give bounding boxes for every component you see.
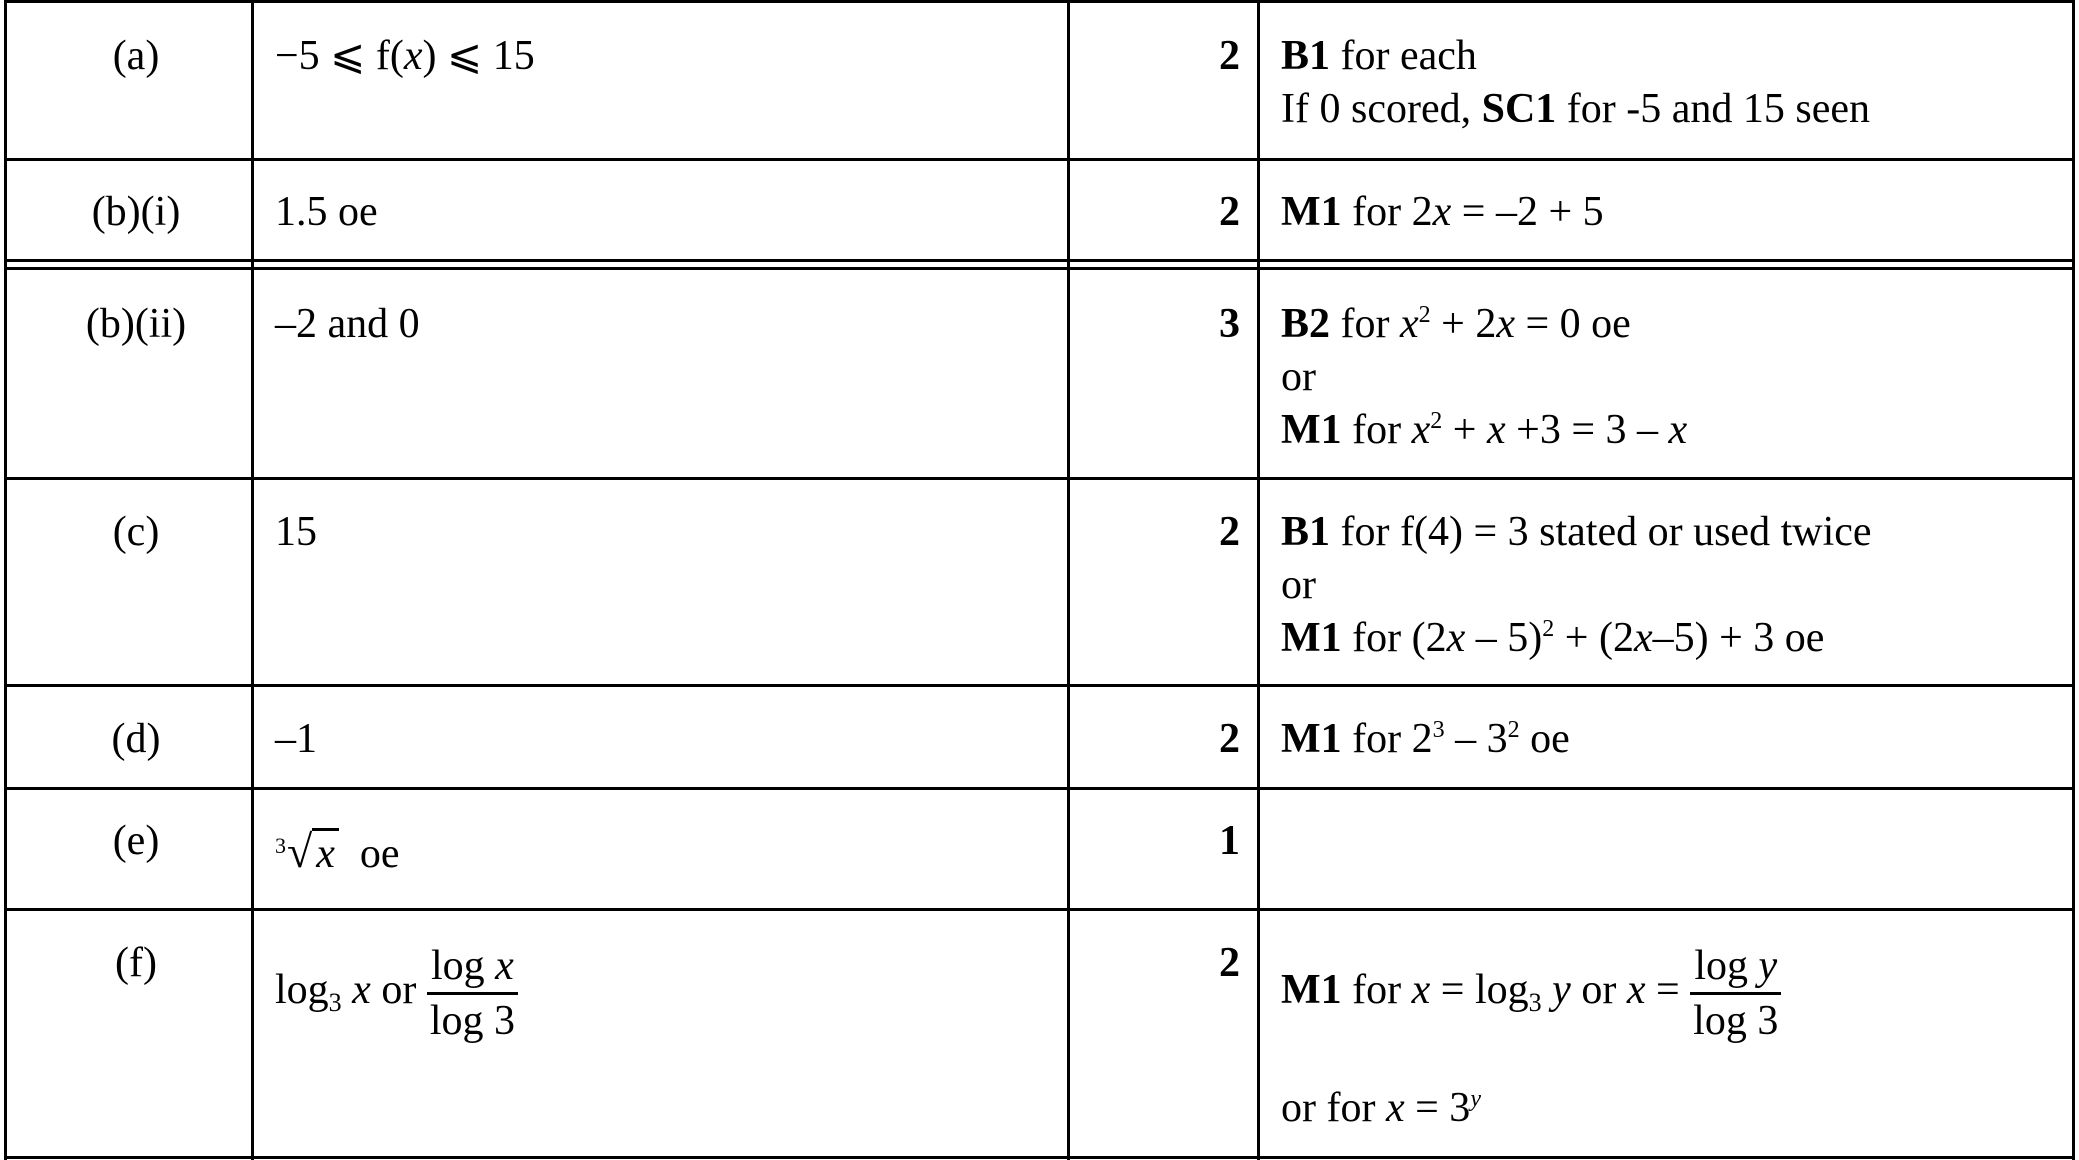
table-rule (4, 908, 2075, 911)
table-rule (4, 477, 2075, 480)
table-rule (1067, 0, 1070, 1160)
guidance-or: or (1281, 354, 1316, 400)
cube-root: 3 √x (275, 825, 339, 881)
mark-code: M1 (1281, 967, 1342, 1014)
table-rule (1257, 0, 1260, 1160)
guidance-text: for each (1330, 33, 1477, 79)
answer-cell: 15 (275, 509, 317, 555)
guidance-cell: B2 for $x^2 + 2x = 0$ oe or M1 for $x^2 + x +3 = 3 - x$ (1281, 301, 1688, 453)
answer-cell: –1 (275, 716, 317, 762)
marks-cell: 3 (1219, 301, 1240, 347)
fraction: $\frac{\text{log y}}{\log 3}$ (1690, 942, 1781, 1045)
table-rule (4, 259, 2075, 262)
guidance-or: or (1281, 562, 1316, 608)
table-rule (4, 1156, 2075, 1159)
mark-code: M1 (1281, 716, 1342, 762)
marks-cell: 2 (1219, 509, 1240, 555)
mark-code: B1 (1281, 509, 1331, 555)
part-label: (d) (111, 716, 161, 762)
part-label: (c) (112, 509, 160, 555)
answer-cell: 1.5 oe (275, 189, 378, 235)
part-label: (a) (112, 33, 160, 79)
fraction: $\frac{\text{log x}}{\log 3}$ (427, 942, 518, 1045)
guidance-cell: B1 for f(4) = 3 stated or used twice or M1 for (2x – 5)$^2$ + (2x–5) + 3 oe (1281, 509, 1872, 661)
mark-code: B2 (1281, 301, 1331, 347)
part-label: (f) (115, 940, 157, 986)
guidance-text: for f(4) = 3 stated or used twice (1330, 509, 1872, 555)
table-rule (4, 787, 2075, 790)
marks-cell: 2 (1219, 940, 1240, 986)
part-label: (b)(i) (91, 189, 181, 235)
marks-cell: 1 (1219, 818, 1240, 864)
mark-code: SC1 (1481, 86, 1557, 132)
marks-cell: 2 (1219, 189, 1240, 235)
marks-cell: 2 (1219, 716, 1240, 762)
part-label: (e) (112, 818, 160, 864)
table-rule (4, 0, 2075, 3)
answer-cell: $\log_3 x$ or $\frac{\text{log x}}{\log 3}$ (275, 942, 518, 1045)
table-rule (2072, 0, 2075, 1160)
guidance-text: If 0 scored, (1281, 86, 1482, 132)
guidance-cell: M1 for 2x = –2 + 5 (1281, 189, 1604, 235)
mark-code: M1 (1281, 615, 1342, 661)
guidance-cell: M1 for $2^3 - 3^2$ oe (1281, 716, 1570, 762)
mark-code: B1 (1281, 33, 1331, 79)
answer-suffix: oe (359, 831, 400, 877)
mark-code: M1 (1281, 189, 1342, 235)
guidance-cell (1281, 30, 1870, 136)
part-label: (b)(ii) (85, 301, 187, 347)
table-rule (4, 267, 2075, 270)
marks-cell: 2 (1219, 33, 1240, 79)
answer-cell: –2 and 0 (275, 301, 420, 347)
answer-cell (275, 825, 400, 881)
table-rule (4, 684, 2075, 687)
guidance-cell: or for $x = 3^y$ (1281, 1085, 1481, 1131)
guidance-cell: M1 for $x = \log_3 y$ or x = $\frac{\text{log y}}{\log 3}$ (1281, 942, 1781, 1045)
answer-cell: −5 ⩽ f(x) ⩽ 15 (275, 33, 535, 79)
table-rule (4, 0, 7, 1160)
table-rule (4, 158, 2075, 161)
guidance-text: for -5 and 15 seen (1556, 86, 1871, 132)
mark-code: M1 (1281, 407, 1342, 453)
